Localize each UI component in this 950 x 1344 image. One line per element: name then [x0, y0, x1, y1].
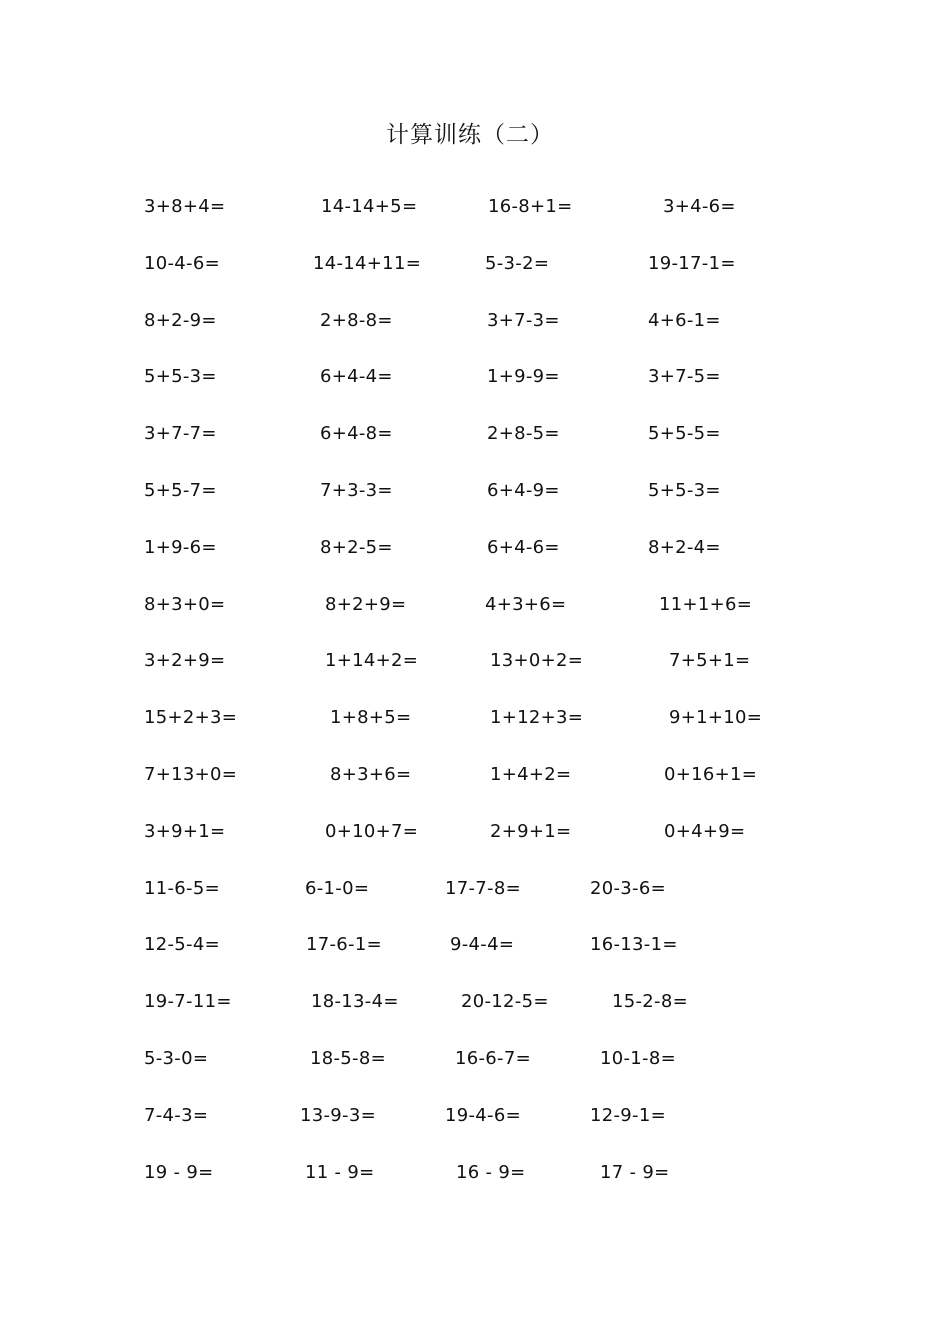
- problem-row: [0, 249, 950, 279]
- math-problem: 19-17-1=: [648, 253, 736, 274]
- problem-row: [0, 306, 950, 336]
- problem-row: [0, 419, 950, 449]
- math-problem: 5-3-2=: [485, 253, 550, 274]
- math-problem: 20-3-6=: [590, 878, 666, 899]
- math-problem: 16-8+1=: [488, 196, 573, 217]
- math-problem: 3+7-5=: [648, 366, 721, 387]
- problem-row: [0, 192, 950, 222]
- math-problem: 5+5-7=: [144, 480, 217, 501]
- math-problem: 11+1+6=: [659, 594, 753, 615]
- math-problem: 3+9+1=: [144, 821, 226, 842]
- math-problem: 0+4+9=: [664, 821, 746, 842]
- problem-row: [0, 533, 950, 563]
- math-problem: 12-5-4=: [144, 934, 220, 955]
- math-problem: 15-2-8=: [612, 991, 688, 1012]
- math-problem: 7+5+1=: [669, 650, 751, 671]
- math-problem: 17-7-8=: [445, 878, 521, 899]
- math-problem: 19-4-6=: [445, 1105, 521, 1126]
- problem-row: [0, 1158, 950, 1188]
- problem-row: [0, 817, 950, 847]
- problem-row: [0, 362, 950, 392]
- math-problem: 7+13+0=: [144, 764, 238, 785]
- math-problem: 1+12+3=: [490, 707, 584, 728]
- math-problem: 16-13-1=: [590, 934, 678, 955]
- problem-row: [0, 703, 950, 733]
- math-problem: 5+5-3=: [648, 480, 721, 501]
- problem-row: [0, 646, 950, 676]
- math-problem: 11-6-5=: [144, 878, 220, 899]
- math-problem: 0+10+7=: [325, 821, 419, 842]
- problem-row: [0, 1101, 950, 1131]
- problem-row: [0, 987, 950, 1017]
- math-problem: 2+8-5=: [487, 423, 560, 444]
- problem-row: [0, 476, 950, 506]
- math-problem: 5+5-3=: [144, 366, 217, 387]
- math-problem: 1+9-9=: [487, 366, 560, 387]
- math-problem: 5-3-0=: [144, 1048, 209, 1069]
- math-problem: 6-1-0=: [305, 878, 370, 899]
- math-problem: 20-12-5=: [461, 991, 549, 1012]
- math-problem: 8+3+0=: [144, 594, 226, 615]
- problem-row: [0, 590, 950, 620]
- math-problem: 18-5-8=: [310, 1048, 386, 1069]
- math-problem: 1+4+2=: [490, 764, 572, 785]
- math-problem: 17 - 9=: [600, 1162, 670, 1183]
- math-problem: 3+7-7=: [144, 423, 217, 444]
- math-problem: 2+8-8=: [320, 310, 393, 331]
- problem-row: [0, 1044, 950, 1074]
- problem-row: [0, 930, 950, 960]
- math-problem: 7+3-3=: [320, 480, 393, 501]
- math-problem: 1+14+2=: [325, 650, 419, 671]
- problem-row: [0, 760, 950, 790]
- math-problem: 19-7-11=: [144, 991, 232, 1012]
- math-problem: 12-9-1=: [590, 1105, 666, 1126]
- math-problem: 13+0+2=: [490, 650, 584, 671]
- math-problem: 2+9+1=: [490, 821, 572, 842]
- math-problem: 10-4-6=: [144, 253, 220, 274]
- math-problem: 8+2-9=: [144, 310, 217, 331]
- page-title: 计算训练（二）: [386, 122, 554, 148]
- math-problem: 16 - 9=: [456, 1162, 526, 1183]
- math-problem: 8+3+6=: [330, 764, 412, 785]
- problem-row: [0, 874, 950, 904]
- math-problem: 14-14+5=: [321, 196, 418, 217]
- math-problem: 5+5-5=: [648, 423, 721, 444]
- math-problem: 16-6-7=: [455, 1048, 531, 1069]
- math-problem: 6+4-6=: [487, 537, 560, 558]
- math-problem: 13-9-3=: [300, 1105, 376, 1126]
- math-problem: 1+8+5=: [330, 707, 412, 728]
- math-problem: 6+4-8=: [320, 423, 393, 444]
- math-problem: 9-4-4=: [450, 934, 515, 955]
- math-problem: 3+8+4=: [144, 196, 226, 217]
- math-problem: 6+4-4=: [320, 366, 393, 387]
- math-problem: 9+1+10=: [669, 707, 763, 728]
- math-problem: 8+2+9=: [325, 594, 407, 615]
- math-problem: 8+2-4=: [648, 537, 721, 558]
- math-problem: 6+4-9=: [487, 480, 560, 501]
- math-problem: 10-1-8=: [600, 1048, 676, 1069]
- math-problem: 15+2+3=: [144, 707, 238, 728]
- math-problem: 4+6-1=: [648, 310, 721, 331]
- math-problem: 14-14+11=: [313, 253, 422, 274]
- math-problem: 0+16+1=: [664, 764, 758, 785]
- math-problem: 19 - 9=: [144, 1162, 214, 1183]
- math-problem: 4+3+6=: [485, 594, 567, 615]
- math-problem: 17-6-1=: [306, 934, 382, 955]
- math-problem: 18-13-4=: [311, 991, 399, 1012]
- math-problem: 11 - 9=: [305, 1162, 375, 1183]
- math-problem: 7-4-3=: [144, 1105, 209, 1126]
- math-problem: 3+7-3=: [487, 310, 560, 331]
- math-problem: 8+2-5=: [320, 537, 393, 558]
- math-problem: 3+4-6=: [663, 196, 736, 217]
- math-problem: 3+2+9=: [144, 650, 226, 671]
- math-problem: 1+9-6=: [144, 537, 217, 558]
